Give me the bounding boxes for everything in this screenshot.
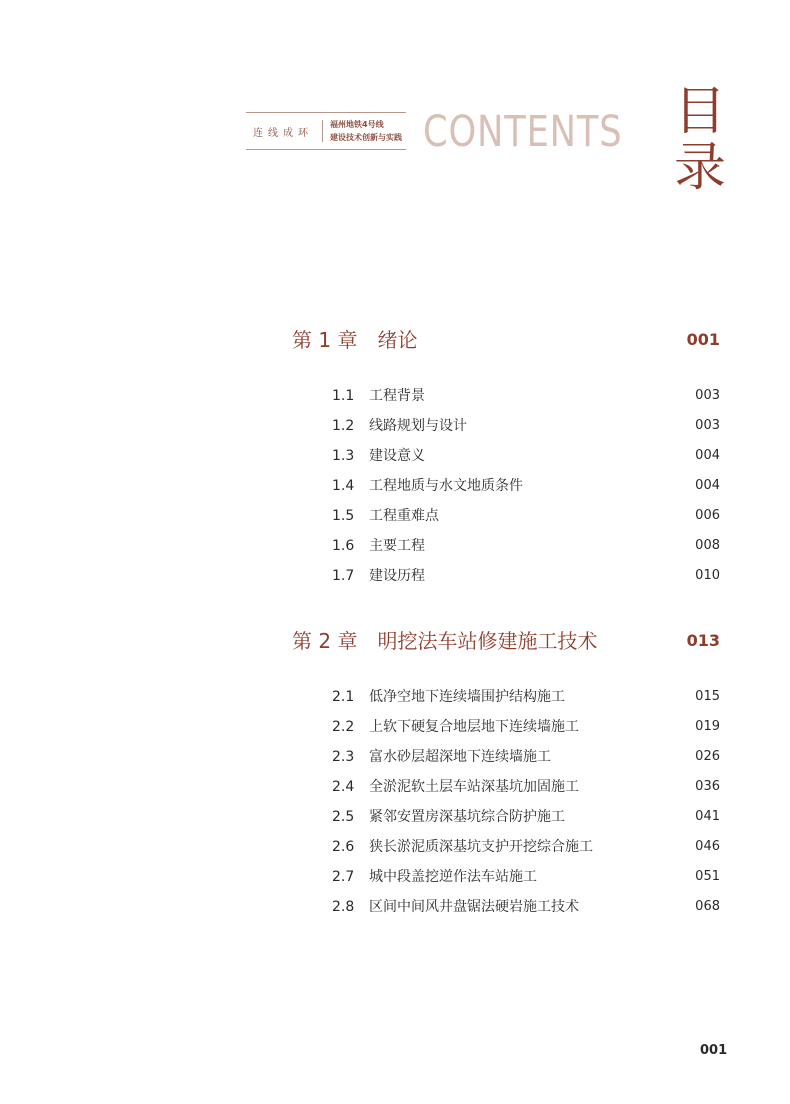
contents-heading: CONTENTS <box>423 107 623 157</box>
entry-page: 003 <box>695 388 720 403</box>
entry-page: 046 <box>695 839 720 854</box>
header-divider <box>322 120 323 142</box>
entry-title: 建设历程 <box>369 568 425 584</box>
toc-entry[interactable] <box>332 445 722 467</box>
entry-number: 2.4 <box>332 779 355 795</box>
entry-page: 004 <box>695 448 720 463</box>
entry-title: 主要工程 <box>369 538 425 554</box>
chapter-label: 第 2 章 明挖法车站修建施工技术 <box>292 629 598 653</box>
toc-entry[interactable] <box>332 686 722 708</box>
entry-number: 2.7 <box>332 869 355 885</box>
toc-entry[interactable] <box>332 896 722 918</box>
entry-page: 010 <box>695 568 720 583</box>
entry-title: 工程重难点 <box>369 508 439 524</box>
toc-entry[interactable] <box>332 746 722 768</box>
toc-entry[interactable] <box>332 505 722 527</box>
book-title-line1: 福州地铁4号线 <box>330 120 384 129</box>
entry-page: 006 <box>695 508 720 523</box>
entry-page: 036 <box>695 779 720 794</box>
entry-title: 紧邻安置房深基坑综合防护施工 <box>369 809 565 825</box>
entry-page: 041 <box>695 809 720 824</box>
entry-number: 1.7 <box>332 568 355 584</box>
toc-entry[interactable] <box>332 535 722 557</box>
entry-number: 1.6 <box>332 538 355 554</box>
toc-entry[interactable] <box>332 776 722 798</box>
toc-entry[interactable] <box>332 836 722 858</box>
chapter-heading[interactable] <box>292 325 722 355</box>
entry-title: 低净空地下连续墙围护结构施工 <box>369 689 565 705</box>
page-number: 001 <box>700 1043 728 1058</box>
entry-number: 2.5 <box>332 809 355 825</box>
chapter-page: 001 <box>686 330 720 349</box>
entry-number: 1.5 <box>332 508 355 524</box>
entry-title: 建设意义 <box>369 448 425 464</box>
entry-number: 1.2 <box>332 418 355 434</box>
toc-entry[interactable] <box>332 415 722 437</box>
entry-page: 068 <box>695 899 720 914</box>
entry-number: 2.1 <box>332 689 355 705</box>
entry-number: 2.2 <box>332 719 355 735</box>
entry-title: 区间中间风井盘锯法硬岩施工技术 <box>369 899 579 915</box>
chapter-heading[interactable] <box>292 626 722 656</box>
toc-entry[interactable] <box>332 475 722 497</box>
entry-title: 狭长淤泥质深基坑支护开挖综合施工 <box>369 839 593 855</box>
toc-entry[interactable] <box>332 565 722 587</box>
entry-page: 004 <box>695 478 720 493</box>
entry-title: 工程地质与水文地质条件 <box>369 478 523 494</box>
entry-page: 008 <box>695 538 720 553</box>
entry-page: 026 <box>695 749 720 764</box>
entry-page: 003 <box>695 418 720 433</box>
series-name: 连线成环 <box>253 127 313 139</box>
mulu-heading: 目录 <box>673 82 726 198</box>
entry-title: 工程背景 <box>369 388 425 404</box>
book-title-line2: 建设技术创新与实践 <box>330 133 402 142</box>
entry-number: 2.6 <box>332 839 355 855</box>
entry-page: 051 <box>695 869 720 884</box>
toc-entry[interactable] <box>332 716 722 738</box>
entry-number: 1.3 <box>332 448 355 464</box>
entry-page: 015 <box>695 689 720 704</box>
toc-entry[interactable] <box>332 866 722 888</box>
entry-page: 019 <box>695 719 720 734</box>
entry-number: 2.3 <box>332 749 355 765</box>
book-title <box>330 118 410 144</box>
entry-number: 1.1 <box>332 388 355 404</box>
chapter-label: 第 1 章 绪论 <box>292 328 418 352</box>
entry-number: 1.4 <box>332 478 355 494</box>
entry-title: 线路规划与设计 <box>369 418 467 434</box>
entry-title: 上软下硬复合地层地下连续墙施工 <box>369 719 579 735</box>
entry-title: 全淤泥软土层车站深基坑加固施工 <box>369 779 579 795</box>
entry-title: 富水砂层超深地下连续墙施工 <box>369 749 551 765</box>
series-header <box>246 112 406 150</box>
toc-entry[interactable] <box>332 385 722 407</box>
entry-title: 城中段盖挖逆作法车站施工 <box>369 869 537 885</box>
entry-number: 2.8 <box>332 899 355 915</box>
chapter-page: 013 <box>686 631 720 650</box>
toc-entry[interactable] <box>332 806 722 828</box>
